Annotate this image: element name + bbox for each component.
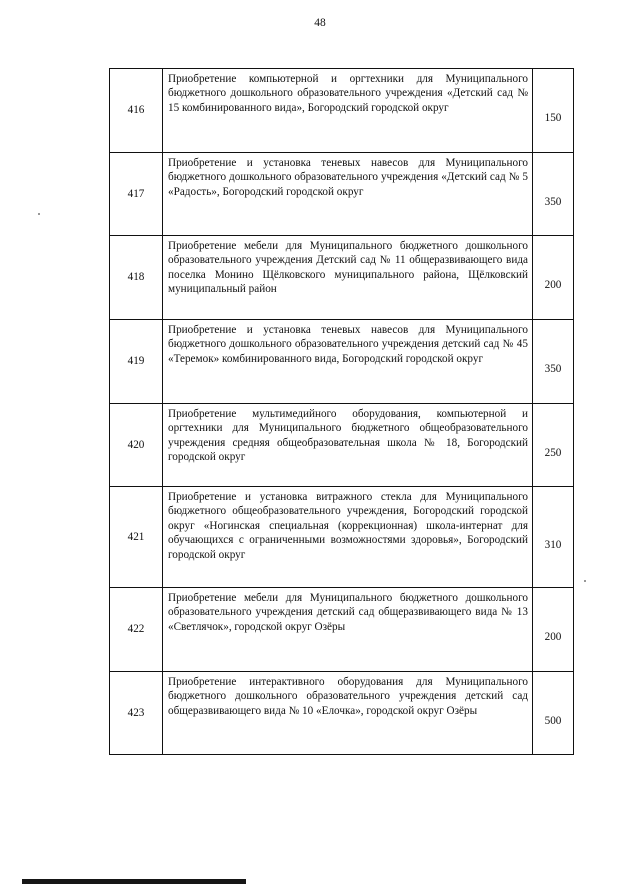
budget-table	[109, 68, 574, 755]
row-description: Приобретение мультимедийного оборудования, компьютерной и оргтехники для Муниципального бюджетного общеобразовательного учреждения средняя общеобразовательная школа № 18, Богородский городской округ	[163, 404, 533, 487]
row-amount: 200	[533, 236, 574, 320]
row-amount: 250	[533, 404, 574, 487]
row-description: Приобретение мебели для Муниципального бюджетного дошкольного образовательного учреждения детский сад общеразвивающего вида № 13 «Светлячок», городской округ Озёры	[163, 588, 533, 672]
scan-speck	[584, 580, 586, 582]
row-amount: 500	[533, 672, 574, 755]
page-number: 48	[314, 17, 326, 29]
table-row	[110, 487, 574, 588]
row-amount: 150	[533, 69, 574, 153]
row-number: 420	[110, 404, 163, 487]
row-description: Приобретение мебели для Муниципального бюджетного дошкольного образовательного учреждения Детский сад № 11 общеразвивающего вида поселка Монино Щёлковского муниципального района, Щёлковский муниципальный район	[163, 236, 533, 320]
row-description: Приобретение и установка витражного стекла для Муниципального бюджетного общеобразовательного учреждения, Богородский городской округ «Ногинская специальная (коррекционная) школа-интернат для обучающихся с ограниченными возможностями здоровья», Богородский городской округ	[163, 487, 533, 588]
row-description: Приобретение интерактивного оборудования для Муниципального бюджетного дошкольного образовательного учреждения детский сад общеразвивающего вида № 10 «Елочка», городской округ Озёры	[163, 672, 533, 755]
row-number: 417	[110, 153, 163, 236]
row-description: Приобретение и установка теневых навесов для Муниципального бюджетного дошкольного образовательного учреждения детский сад № 45 «Теремок» комбинированного вида, Богородский городской округ	[163, 320, 533, 404]
table-row	[110, 236, 574, 320]
row-description: Приобретение и установка теневых навесов для Муниципального бюджетного дошкольного образовательного учреждения «Детский сад № 5 «Радость», Богородский городской округ	[163, 153, 533, 236]
row-amount: 200	[533, 588, 574, 672]
table-row	[110, 404, 574, 487]
row-number: 423	[110, 672, 163, 755]
row-number: 421	[110, 487, 163, 588]
row-number: 418	[110, 236, 163, 320]
row-amount: 310	[533, 487, 574, 588]
scan-speck	[38, 213, 40, 215]
table-row	[110, 672, 574, 755]
row-amount: 350	[533, 153, 574, 236]
row-number: 419	[110, 320, 163, 404]
footer-rule	[22, 879, 246, 884]
table-row	[110, 153, 574, 236]
row-description: Приобретение компьютерной и оргтехники для Муниципального бюджетного дошкольного образовательного учреждения «Детский сад № 15 комбинированного вида», Богородский городской округ	[163, 69, 533, 153]
table-row	[110, 588, 574, 672]
row-number: 416	[110, 69, 163, 153]
table-row	[110, 69, 574, 153]
row-number: 422	[110, 588, 163, 672]
table-row	[110, 320, 574, 404]
row-amount: 350	[533, 320, 574, 404]
